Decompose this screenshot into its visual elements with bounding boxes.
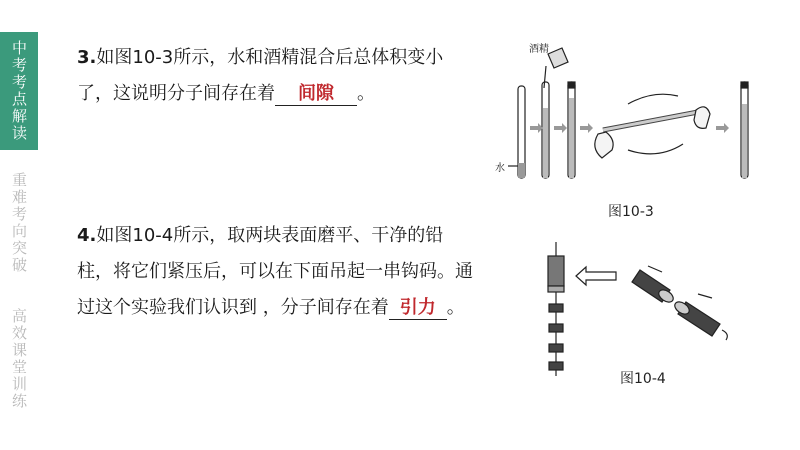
answer-blank <box>275 83 357 106</box>
lead-cylinders-pressed-icon <box>632 266 727 340</box>
lead-cylinder-icon <box>548 256 564 286</box>
nav-item-label: 重难考向突破 <box>10 172 28 274</box>
answer-blank <box>389 297 447 320</box>
answer-text: 间隙 <box>298 83 334 104</box>
question-4 <box>77 218 477 326</box>
question-number: 3. <box>77 47 97 68</box>
figure-10-3 <box>488 38 768 188</box>
figure-caption: 图10-4 <box>620 371 666 387</box>
question-number: 4. <box>77 225 97 246</box>
question-text: 如图10-3所示，水和酒精混合后总体积变小了，这说明分子间存在着 <box>77 47 444 104</box>
shaking-tube-icon <box>595 94 710 158</box>
question-end: 。 <box>357 83 375 104</box>
sidebar-nav <box>0 0 38 450</box>
nav-item-practice[interactable] <box>0 308 38 410</box>
question-end: 。 <box>446 297 465 318</box>
arrow-left-icon <box>576 267 616 285</box>
nav-item-active[interactable] <box>0 32 38 150</box>
label-alcohol: 酒精 <box>529 44 549 55</box>
label-water: 水 <box>495 163 505 174</box>
nav-item-key-topics[interactable] <box>0 172 38 274</box>
nav-item-label: 中考考点解读 <box>10 40 28 142</box>
nav-item-label: 高效课堂训练 <box>10 308 28 410</box>
question-text: 如图10-4所示，取两块表面磨平、干净的铅柱，将它们紧压后，可以在下面吊起一串钩码。通过这个实验我们认识到 ，分子间存在着 <box>77 225 473 318</box>
figure-caption: 图10-3 <box>608 204 654 220</box>
answer-text: 引力 <box>399 297 436 318</box>
question-3 <box>77 40 472 112</box>
figure-10-4 <box>536 238 756 383</box>
